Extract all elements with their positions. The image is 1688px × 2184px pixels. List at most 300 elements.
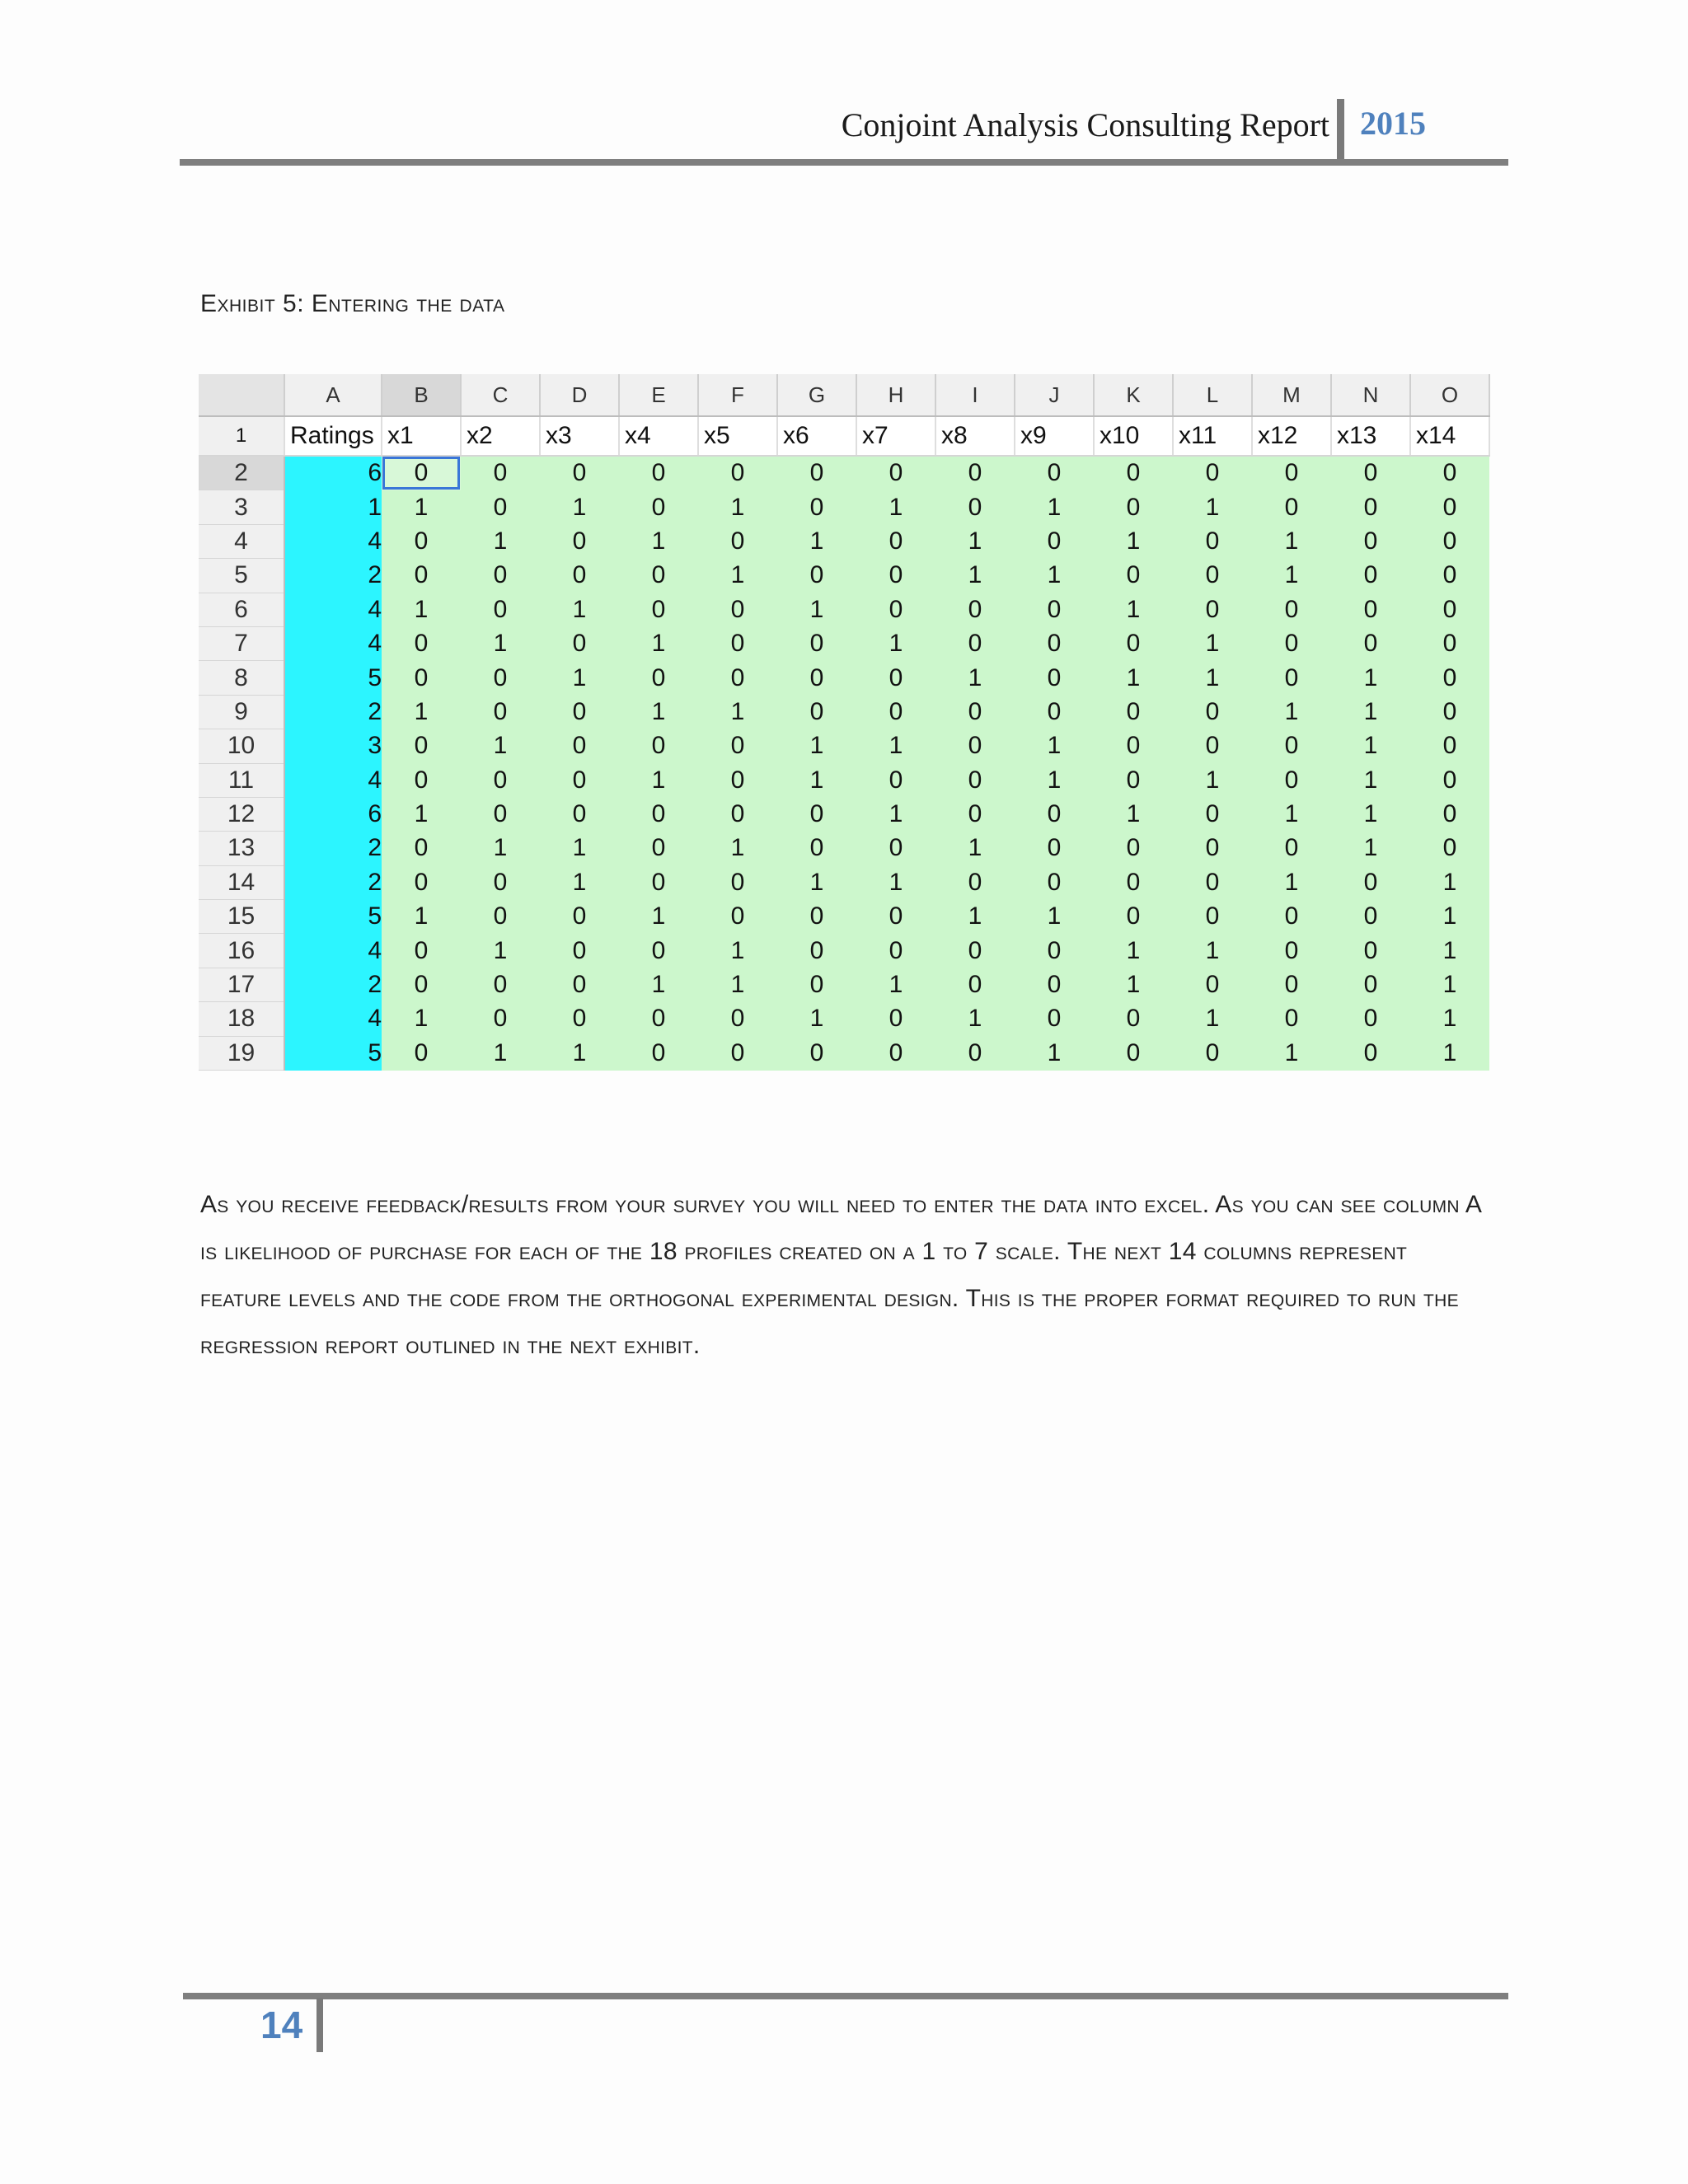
value-cell[interactable]: 1 [1331, 661, 1410, 695]
value-cell[interactable]: 1 [1331, 832, 1410, 865]
value-cell[interactable]: 0 [777, 968, 856, 1001]
rating-cell[interactable]: 4 [284, 763, 382, 797]
value-cell[interactable]: 0 [619, 1036, 698, 1070]
column-label-cell[interactable]: x8 [935, 416, 1015, 456]
value-cell[interactable]: 0 [619, 661, 698, 695]
row-number[interactable]: 14 [199, 865, 284, 899]
row-number[interactable]: 3 [199, 490, 284, 524]
value-cell[interactable]: 0 [935, 1036, 1015, 1070]
column-label-cell[interactable]: x6 [777, 416, 856, 456]
value-cell[interactable]: 1 [1094, 934, 1173, 968]
column-label-cell[interactable]: x2 [461, 416, 540, 456]
value-cell[interactable]: 1 [1173, 1002, 1252, 1036]
value-cell[interactable]: 0 [856, 593, 935, 626]
value-cell[interactable]: 1 [935, 900, 1015, 934]
value-cell[interactable]: 0 [1094, 729, 1173, 763]
value-cell[interactable]: 1 [698, 490, 777, 524]
value-cell[interactable]: 1 [935, 832, 1015, 865]
value-cell[interactable]: 0 [935, 695, 1015, 729]
value-cell[interactable]: 0 [540, 559, 619, 593]
value-cell[interactable]: 0 [619, 490, 698, 524]
value-cell[interactable]: 0 [540, 900, 619, 934]
value-cell[interactable]: 0 [856, 934, 935, 968]
value-cell[interactable]: 0 [698, 456, 777, 490]
value-cell[interactable]: 1 [619, 763, 698, 797]
select-all-corner[interactable] [199, 374, 284, 416]
value-cell[interactable]: 1 [698, 934, 777, 968]
value-cell[interactable]: 0 [1173, 729, 1252, 763]
value-cell[interactable]: 0 [856, 1002, 935, 1036]
value-cell[interactable]: 0 [619, 456, 698, 490]
value-cell[interactable]: 1 [1094, 524, 1173, 558]
value-cell[interactable]: 1 [382, 593, 461, 626]
value-cell[interactable]: 0 [1331, 934, 1410, 968]
value-cell[interactable]: 0 [1015, 456, 1094, 490]
value-cell[interactable]: 0 [1410, 763, 1489, 797]
value-cell[interactable]: 0 [1173, 797, 1252, 831]
value-cell[interactable]: 0 [935, 934, 1015, 968]
row-number[interactable]: 5 [199, 559, 284, 593]
value-cell[interactable]: 1 [698, 559, 777, 593]
value-cell[interactable]: 1 [382, 797, 461, 831]
value-cell[interactable]: 0 [856, 456, 935, 490]
value-cell[interactable]: 0 [1331, 559, 1410, 593]
value-cell[interactable]: 0 [1410, 593, 1489, 626]
value-cell[interactable]: 1 [1252, 1036, 1331, 1070]
value-cell[interactable]: 0 [1252, 763, 1331, 797]
value-cell[interactable]: 1 [1331, 729, 1410, 763]
value-cell[interactable]: 0 [1015, 524, 1094, 558]
row-number[interactable]: 15 [199, 900, 284, 934]
value-cell[interactable]: 0 [1252, 661, 1331, 695]
value-cell[interactable]: 0 [1331, 490, 1410, 524]
value-cell[interactable]: 0 [1252, 832, 1331, 865]
value-cell[interactable]: 1 [461, 832, 540, 865]
value-cell[interactable]: 0 [1252, 729, 1331, 763]
value-cell[interactable]: 0 [777, 626, 856, 660]
value-cell[interactable]: 0 [1015, 797, 1094, 831]
value-cell[interactable]: 0 [540, 934, 619, 968]
value-cell[interactable]: 0 [382, 832, 461, 865]
value-cell[interactable]: 0 [1015, 626, 1094, 660]
value-cell[interactable]: 1 [1094, 968, 1173, 1001]
value-cell[interactable]: 0 [1173, 1036, 1252, 1070]
rating-cell[interactable]: 2 [284, 865, 382, 899]
column-letter-e[interactable]: E [619, 374, 698, 416]
rating-cell[interactable]: 6 [284, 797, 382, 831]
value-cell[interactable]: 0 [856, 661, 935, 695]
rating-cell[interactable]: 4 [284, 593, 382, 626]
value-cell[interactable]: 1 [382, 1002, 461, 1036]
value-cell[interactable]: 1 [1252, 865, 1331, 899]
value-cell[interactable]: 0 [1410, 456, 1489, 490]
value-cell[interactable]: 0 [935, 626, 1015, 660]
column-label-cell[interactable]: x3 [540, 416, 619, 456]
value-cell[interactable]: 0 [935, 865, 1015, 899]
value-cell[interactable]: 0 [777, 695, 856, 729]
row-number[interactable]: 1 [199, 416, 284, 456]
value-cell[interactable]: 0 [1252, 593, 1331, 626]
value-cell[interactable]: 0 [698, 1036, 777, 1070]
value-cell[interactable]: 1 [1410, 934, 1489, 968]
value-cell[interactable]: 0 [1173, 559, 1252, 593]
value-cell[interactable]: 1 [540, 490, 619, 524]
value-cell[interactable]: 0 [1331, 626, 1410, 660]
value-cell[interactable]: 0 [1331, 524, 1410, 558]
value-cell[interactable]: 0 [540, 626, 619, 660]
value-cell[interactable]: 0 [382, 934, 461, 968]
value-cell[interactable]: 0 [382, 524, 461, 558]
value-cell[interactable]: 0 [540, 456, 619, 490]
value-cell[interactable]: 0 [856, 900, 935, 934]
value-cell[interactable]: 0 [1094, 559, 1173, 593]
value-cell[interactable]: 0 [777, 559, 856, 593]
column-letter-n[interactable]: N [1331, 374, 1410, 416]
value-cell[interactable]: 0 [382, 763, 461, 797]
column-letter-f[interactable]: F [698, 374, 777, 416]
row-number[interactable]: 9 [199, 695, 284, 729]
value-cell[interactable]: 1 [461, 729, 540, 763]
value-cell[interactable]: 0 [540, 968, 619, 1001]
value-cell[interactable]: 0 [1252, 900, 1331, 934]
value-cell[interactable]: 0 [777, 832, 856, 865]
value-cell[interactable]: 1 [382, 900, 461, 934]
value-cell[interactable]: 0 [698, 729, 777, 763]
value-cell[interactable]: 0 [382, 729, 461, 763]
column-label-cell[interactable]: x12 [1252, 416, 1331, 456]
column-letter-h[interactable]: H [856, 374, 935, 416]
value-cell[interactable]: 1 [619, 900, 698, 934]
column-letter-g[interactable]: G [777, 374, 856, 416]
rating-cell[interactable]: 4 [284, 524, 382, 558]
rating-cell[interactable]: 2 [284, 695, 382, 729]
value-cell[interactable]: 0 [619, 1002, 698, 1036]
value-cell[interactable]: 0 [698, 763, 777, 797]
value-cell[interactable]: 0 [777, 797, 856, 831]
value-cell[interactable]: 1 [382, 490, 461, 524]
rating-cell[interactable]: 4 [284, 1002, 382, 1036]
value-cell[interactable]: 0 [777, 490, 856, 524]
value-cell[interactable]: 0 [540, 524, 619, 558]
value-cell[interactable]: 0 [1331, 1002, 1410, 1036]
value-cell[interactable]: 1 [540, 661, 619, 695]
value-cell[interactable]: 1 [1094, 797, 1173, 831]
row-number[interactable]: 12 [199, 797, 284, 831]
value-cell[interactable]: 0 [1094, 832, 1173, 865]
value-cell[interactable]: 0 [1015, 661, 1094, 695]
active-cell[interactable]: 0 [382, 456, 461, 490]
value-cell[interactable]: 1 [935, 524, 1015, 558]
value-cell[interactable]: 0 [777, 1036, 856, 1070]
rating-cell[interactable]: 2 [284, 832, 382, 865]
value-cell[interactable]: 1 [619, 695, 698, 729]
value-cell[interactable]: 0 [461, 695, 540, 729]
value-cell[interactable]: 0 [1015, 865, 1094, 899]
row-number[interactable]: 6 [199, 593, 284, 626]
value-cell[interactable]: 0 [540, 729, 619, 763]
value-cell[interactable]: 0 [1173, 832, 1252, 865]
value-cell[interactable]: 0 [1173, 456, 1252, 490]
value-cell[interactable]: 0 [619, 593, 698, 626]
value-cell[interactable]: 0 [1094, 763, 1173, 797]
column-letter-b[interactable]: B [382, 374, 461, 416]
value-cell[interactable]: 0 [1015, 934, 1094, 968]
column-label-cell[interactable]: x13 [1331, 416, 1410, 456]
value-cell[interactable]: 0 [856, 524, 935, 558]
value-cell[interactable]: 0 [461, 661, 540, 695]
value-cell[interactable]: 0 [935, 593, 1015, 626]
value-cell[interactable]: 0 [619, 934, 698, 968]
value-cell[interactable]: 1 [382, 695, 461, 729]
value-cell[interactable]: 0 [1094, 456, 1173, 490]
rating-cell[interactable]: 4 [284, 626, 382, 660]
value-cell[interactable]: 0 [1252, 490, 1331, 524]
value-cell[interactable]: 0 [1331, 1036, 1410, 1070]
value-cell[interactable]: 1 [856, 490, 935, 524]
value-cell[interactable]: 1 [619, 968, 698, 1001]
value-cell[interactable]: 1 [856, 626, 935, 660]
value-cell[interactable]: 0 [1015, 695, 1094, 729]
value-cell[interactable]: 0 [1331, 593, 1410, 626]
value-cell[interactable]: 0 [856, 832, 935, 865]
value-cell[interactable]: 1 [1094, 661, 1173, 695]
rating-cell[interactable]: 3 [284, 729, 382, 763]
rating-cell[interactable]: 1 [284, 490, 382, 524]
column-letter-o[interactable]: O [1410, 374, 1489, 416]
row-number[interactable]: 18 [199, 1002, 284, 1036]
value-cell[interactable]: 1 [935, 559, 1015, 593]
value-cell[interactable]: 0 [698, 593, 777, 626]
column-letter-m[interactable]: M [1252, 374, 1331, 416]
value-cell[interactable]: 0 [698, 661, 777, 695]
value-cell[interactable]: 1 [777, 1002, 856, 1036]
row-number[interactable]: 16 [199, 934, 284, 968]
value-cell[interactable]: 1 [1252, 524, 1331, 558]
value-cell[interactable]: 1 [777, 524, 856, 558]
value-cell[interactable]: 0 [1173, 593, 1252, 626]
value-cell[interactable]: 1 [1252, 695, 1331, 729]
value-cell[interactable]: 0 [698, 797, 777, 831]
value-cell[interactable]: 1 [540, 832, 619, 865]
value-cell[interactable]: 0 [777, 661, 856, 695]
value-cell[interactable]: 0 [461, 900, 540, 934]
row-number[interactable]: 17 [199, 968, 284, 1001]
value-cell[interactable]: 1 [461, 626, 540, 660]
value-cell[interactable]: 1 [1173, 934, 1252, 968]
column-label-cell[interactable]: x1 [382, 416, 461, 456]
rating-cell[interactable]: 5 [284, 661, 382, 695]
value-cell[interactable]: 0 [1331, 900, 1410, 934]
value-cell[interactable]: 0 [1173, 865, 1252, 899]
value-cell[interactable]: 0 [698, 865, 777, 899]
value-cell[interactable]: 0 [1410, 695, 1489, 729]
value-cell[interactable]: 1 [1015, 559, 1094, 593]
value-cell[interactable]: 0 [1331, 456, 1410, 490]
column-letter-a[interactable]: A [284, 374, 382, 416]
value-cell[interactable]: 1 [777, 593, 856, 626]
value-cell[interactable]: 1 [1094, 593, 1173, 626]
column-letter-k[interactable]: K [1094, 374, 1173, 416]
value-cell[interactable]: 1 [1015, 763, 1094, 797]
value-cell[interactable]: 1 [1252, 559, 1331, 593]
value-cell[interactable]: 0 [1410, 729, 1489, 763]
value-cell[interactable]: 1 [1331, 763, 1410, 797]
column-label-cell[interactable]: x7 [856, 416, 935, 456]
value-cell[interactable]: 0 [461, 593, 540, 626]
column-label-cell[interactable]: x4 [619, 416, 698, 456]
value-cell[interactable]: 1 [935, 661, 1015, 695]
value-cell[interactable]: 0 [1015, 1002, 1094, 1036]
column-label-cell[interactable]: x5 [698, 416, 777, 456]
row-number[interactable]: 19 [199, 1036, 284, 1070]
value-cell[interactable]: 0 [1410, 626, 1489, 660]
value-cell[interactable]: 0 [1094, 626, 1173, 660]
value-cell[interactable]: 0 [619, 559, 698, 593]
value-cell[interactable]: 0 [1252, 968, 1331, 1001]
value-cell[interactable]: 1 [1252, 797, 1331, 831]
value-cell[interactable]: 0 [461, 968, 540, 1001]
value-cell[interactable]: 1 [540, 1036, 619, 1070]
value-cell[interactable]: 1 [777, 763, 856, 797]
value-cell[interactable]: 1 [1015, 729, 1094, 763]
column-label-cell[interactable]: x11 [1173, 416, 1252, 456]
value-cell[interactable]: 0 [1252, 1002, 1331, 1036]
rating-cell[interactable]: 5 [284, 900, 382, 934]
row-number[interactable]: 8 [199, 661, 284, 695]
value-cell[interactable]: 1 [1173, 661, 1252, 695]
value-cell[interactable]: 0 [1410, 559, 1489, 593]
value-cell[interactable]: 0 [1094, 1036, 1173, 1070]
value-cell[interactable]: 1 [698, 968, 777, 1001]
value-cell[interactable]: 0 [1094, 865, 1173, 899]
value-cell[interactable]: 0 [1331, 865, 1410, 899]
value-cell[interactable]: 0 [382, 559, 461, 593]
value-cell[interactable]: 0 [698, 524, 777, 558]
value-cell[interactable]: 0 [935, 763, 1015, 797]
value-cell[interactable]: 1 [1410, 1002, 1489, 1036]
value-cell[interactable]: 0 [461, 456, 540, 490]
column-label-cell[interactable]: Ratings [284, 416, 382, 456]
rating-cell[interactable]: 6 [284, 456, 382, 490]
value-cell[interactable]: 1 [461, 1036, 540, 1070]
value-cell[interactable]: 1 [619, 626, 698, 660]
value-cell[interactable]: 1 [619, 524, 698, 558]
value-cell[interactable]: 0 [1410, 832, 1489, 865]
value-cell[interactable]: 0 [1252, 456, 1331, 490]
column-label-cell[interactable]: x10 [1094, 416, 1173, 456]
value-cell[interactable]: 0 [619, 729, 698, 763]
row-number[interactable]: 4 [199, 524, 284, 558]
value-cell[interactable]: 0 [1173, 968, 1252, 1001]
value-cell[interactable]: 0 [698, 900, 777, 934]
value-cell[interactable]: 1 [1015, 490, 1094, 524]
value-cell[interactable]: 1 [698, 832, 777, 865]
value-cell[interactable]: 0 [777, 934, 856, 968]
value-cell[interactable]: 1 [1173, 626, 1252, 660]
value-cell[interactable]: 1 [1015, 900, 1094, 934]
value-cell[interactable]: 0 [1015, 593, 1094, 626]
value-cell[interactable]: 0 [1252, 626, 1331, 660]
value-cell[interactable]: 0 [698, 1002, 777, 1036]
value-cell[interactable]: 1 [461, 524, 540, 558]
value-cell[interactable]: 0 [540, 763, 619, 797]
value-cell[interactable]: 0 [382, 661, 461, 695]
value-cell[interactable]: 1 [856, 729, 935, 763]
column-letter-j[interactable]: J [1015, 374, 1094, 416]
value-cell[interactable]: 0 [619, 797, 698, 831]
value-cell[interactable]: 1 [1331, 695, 1410, 729]
row-number[interactable]: 11 [199, 763, 284, 797]
rating-cell[interactable]: 2 [284, 559, 382, 593]
value-cell[interactable]: 1 [1410, 865, 1489, 899]
value-cell[interactable]: 0 [935, 729, 1015, 763]
value-cell[interactable]: 0 [777, 900, 856, 934]
value-cell[interactable]: 1 [540, 865, 619, 899]
row-number[interactable]: 7 [199, 626, 284, 660]
value-cell[interactable]: 0 [461, 865, 540, 899]
value-cell[interactable]: 0 [382, 968, 461, 1001]
value-cell[interactable]: 0 [461, 559, 540, 593]
value-cell[interactable]: 0 [619, 832, 698, 865]
value-cell[interactable]: 0 [540, 797, 619, 831]
value-cell[interactable]: 1 [777, 729, 856, 763]
column-letter-i[interactable]: I [935, 374, 1015, 416]
value-cell[interactable]: 0 [1410, 661, 1489, 695]
value-cell[interactable]: 0 [1252, 934, 1331, 968]
value-cell[interactable]: 0 [856, 1036, 935, 1070]
value-cell[interactable]: 0 [461, 763, 540, 797]
value-cell[interactable]: 0 [1410, 490, 1489, 524]
value-cell[interactable]: 0 [1094, 900, 1173, 934]
value-cell[interactable]: 1 [1173, 763, 1252, 797]
value-cell[interactable]: 0 [698, 626, 777, 660]
value-cell[interactable]: 0 [935, 490, 1015, 524]
value-cell[interactable]: 1 [540, 593, 619, 626]
value-cell[interactable]: 0 [856, 559, 935, 593]
value-cell[interactable]: 1 [856, 865, 935, 899]
value-cell[interactable]: 1 [1410, 1036, 1489, 1070]
column-label-cell[interactable]: x14 [1410, 416, 1489, 456]
row-number[interactable]: 2 [199, 456, 284, 490]
value-cell[interactable]: 0 [1094, 490, 1173, 524]
rating-cell[interactable]: 4 [284, 934, 382, 968]
value-cell[interactable]: 0 [619, 865, 698, 899]
value-cell[interactable]: 1 [856, 968, 935, 1001]
value-cell[interactable]: 1 [1410, 968, 1489, 1001]
value-cell[interactable]: 0 [1173, 695, 1252, 729]
column-letter-l[interactable]: L [1173, 374, 1252, 416]
value-cell[interactable]: 1 [461, 934, 540, 968]
value-cell[interactable]: 0 [777, 456, 856, 490]
row-number[interactable]: 10 [199, 729, 284, 763]
column-letter-d[interactable]: D [540, 374, 619, 416]
row-number[interactable]: 13 [199, 832, 284, 865]
value-cell[interactable]: 1 [698, 695, 777, 729]
value-cell[interactable]: 0 [1094, 1002, 1173, 1036]
value-cell[interactable]: 0 [382, 626, 461, 660]
value-cell[interactable]: 0 [935, 456, 1015, 490]
value-cell[interactable]: 0 [1410, 524, 1489, 558]
value-cell[interactable]: 1 [856, 797, 935, 831]
value-cell[interactable]: 1 [935, 1002, 1015, 1036]
value-cell[interactable]: 0 [1094, 695, 1173, 729]
value-cell[interactable]: 1 [1331, 797, 1410, 831]
value-cell[interactable]: 0 [1015, 832, 1094, 865]
column-label-cell[interactable]: x9 [1015, 416, 1094, 456]
value-cell[interactable]: 0 [382, 865, 461, 899]
value-cell[interactable]: 0 [461, 1002, 540, 1036]
value-cell[interactable]: 0 [1410, 797, 1489, 831]
